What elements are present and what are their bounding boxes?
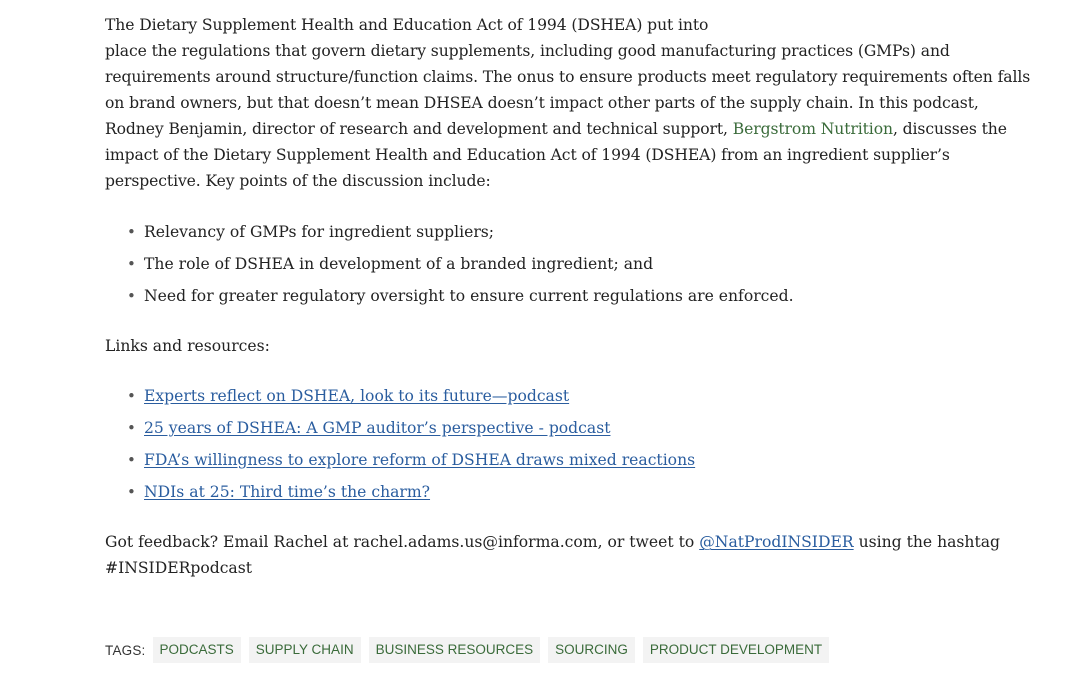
links-resources-heading: Links and resources: [105,337,270,355]
feedback-text-start: Got feedback? Email Rachel at rachel.adams.us@informa.com, or tweet to [105,533,700,551]
bergstrom-nutrition-link[interactable]: Bergstrom Nutrition [732,120,893,138]
intro-line-7: perspective. Key points of the discussion include: [105,172,491,190]
feedback-paragraph [105,529,1005,581]
tags-bar [105,637,837,663]
resource-link-gmp-auditor[interactable]: 25 years of DSHEA: A GMP auditor’s perspective - podcast [144,419,611,437]
feedback-text-end: using the hashtag [853,533,1001,551]
resource-link-experts-reflect[interactable]: Experts reflect on DSHEA, look to its future—podcast [144,387,570,405]
intro-line-6: impact of the Dietary Supplement Health and Education Act of 1994 (DSHEA) from an ingredient supplier’s [105,146,950,164]
bullet-icon: • [127,223,136,241]
bullet-icon: • [127,255,136,273]
bullet-icon: • [127,483,136,501]
key-point-item [127,248,1005,280]
intro-line-2: place the regulations that govern dietary supplements, including good manufacturing practices (GMPs) and [105,42,950,60]
key-point-text: Need for greater regulatory oversight to ensure current regulations are enforced. [144,287,794,305]
key-points-list [105,216,1005,312]
feedback-line-1 [105,529,1005,555]
tag-supply-chain[interactable]: SUPPLY CHAIN [249,637,361,663]
resources-list [105,380,1005,508]
feedback-hashtag: #INSIDERpodcast [105,559,252,577]
resource-link-fda-reform[interactable]: FDA’s willingness to explore reform of DSHEA draws mixed reactions [144,451,696,469]
bullet-icon: • [127,287,136,305]
bullet-icon: • [127,387,136,405]
tag-podcasts[interactable]: PODCASTS [153,637,241,663]
tags-label: TAGS: [105,642,146,658]
resource-item [127,444,1005,476]
tag-sourcing[interactable]: SOURCING [548,637,635,663]
key-point-text: Relevancy of GMPs for ingredient suppliers; [144,223,495,241]
twitter-handle-link[interactable]: @NatProdINSIDER [699,533,854,551]
resource-link-ndis-at-25[interactable]: NDIs at 25: Third time’s the charm? [144,483,431,501]
bullet-icon: • [127,419,136,437]
article-body [105,12,1031,581]
intro-paragraph [105,12,1031,194]
intro-line-5-start: Rodney Benjamin, director of research and development and technical support, [105,120,733,138]
bullet-icon: • [127,451,136,469]
intro-line-5 [105,116,1005,142]
key-point-item [127,280,1005,312]
resource-item [127,476,1005,508]
resource-item [127,412,1005,444]
tag-business-resources[interactable]: BUSINESS RESOURCES [369,637,541,663]
intro-line-4: on brand owners, but that doesn’t mean DHSEA doesn’t impact other parts of the supply chain. In this podcast, [105,94,979,112]
tag-product-development[interactable]: PRODUCT DEVELOPMENT [643,637,829,663]
intro-line-5-end: , discusses the [892,120,1007,138]
resource-item [127,380,1005,412]
key-point-item [127,216,1005,248]
key-point-text: The role of DSHEA in development of a branded ingredient; and [144,255,654,273]
intro-line-1: The Dietary Supplement Health and Education Act of 1994 (DSHEA) put into [105,16,709,34]
intro-line-3: requirements around structure/function claims. The onus to ensure products meet regulatory requirements often falls [105,68,1031,86]
